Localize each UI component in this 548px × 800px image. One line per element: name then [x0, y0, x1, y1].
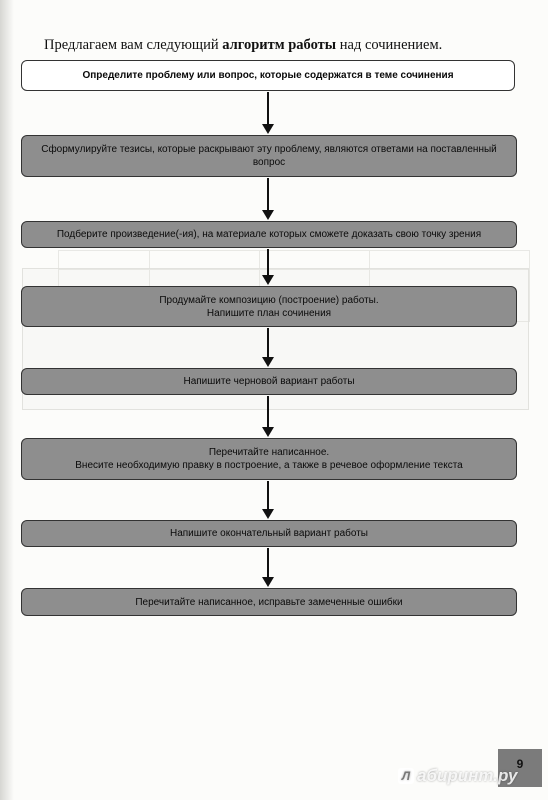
- step-box-4: [21, 286, 517, 327]
- labirint-logo-icon: Л: [398, 768, 414, 784]
- step-1-line-1: Определите проблему или вопрос, которые содержатся в теме сочинения: [82, 70, 454, 81]
- step-3-line-1: Подберите произведение(-ия), на материале которых сможете доказать свою точку зрения: [56, 229, 482, 240]
- watermark: [398, 766, 517, 786]
- step-7-line-1: Напишите окончательный вариант работы: [169, 528, 368, 539]
- flow-arrow-2: [262, 178, 274, 220]
- step-6-line-2: Внесите необходимую правку в построение, а также в речевое оформление текста: [75, 460, 463, 471]
- step-5-line-1: Напишите черновой вариант работы: [183, 376, 355, 387]
- page-heading: [44, 37, 442, 54]
- flow-arrow-3: [262, 249, 274, 285]
- step-8-line-1: Перечитайте написанное, исправьте замеченные ошибки: [135, 596, 403, 608]
- step-box-6: [21, 438, 517, 480]
- step-box-3: [21, 221, 517, 248]
- step-box-5: [21, 368, 517, 395]
- step-box-1: [21, 60, 515, 91]
- flow-arrow-7: [262, 548, 274, 587]
- heading-prefix: Предлагаем вам следующий: [44, 37, 223, 53]
- step-box-7: [21, 520, 517, 547]
- step-2-line-1: Сформулируйте тезисы, которые раскрывают эту проблему, являются ответами на поставленный: [41, 144, 497, 155]
- step-box-2: [21, 135, 517, 177]
- step-4-line-1: Продумайте композицию (построение) работы.: [159, 294, 379, 306]
- step-6-line-1: Перечитайте написанное.: [208, 447, 330, 458]
- heading-bold: алгоритм работы: [222, 37, 337, 53]
- flow-arrow-1: [262, 92, 274, 134]
- heading-suffix: над сочинением.: [336, 37, 443, 53]
- step-box-8: [21, 588, 517, 616]
- flow-arrow-5: [262, 396, 274, 437]
- flow-arrow-6: [262, 481, 274, 519]
- step-2-line-2: вопрос: [252, 157, 286, 168]
- step-4-line-2: Напишите план сочинения: [206, 307, 332, 319]
- page-number: 9: [516, 757, 524, 771]
- flow-arrow-4: [262, 328, 274, 367]
- watermark-text: абиринт.ру: [417, 766, 518, 785]
- page-edge-shadow: [0, 0, 14, 800]
